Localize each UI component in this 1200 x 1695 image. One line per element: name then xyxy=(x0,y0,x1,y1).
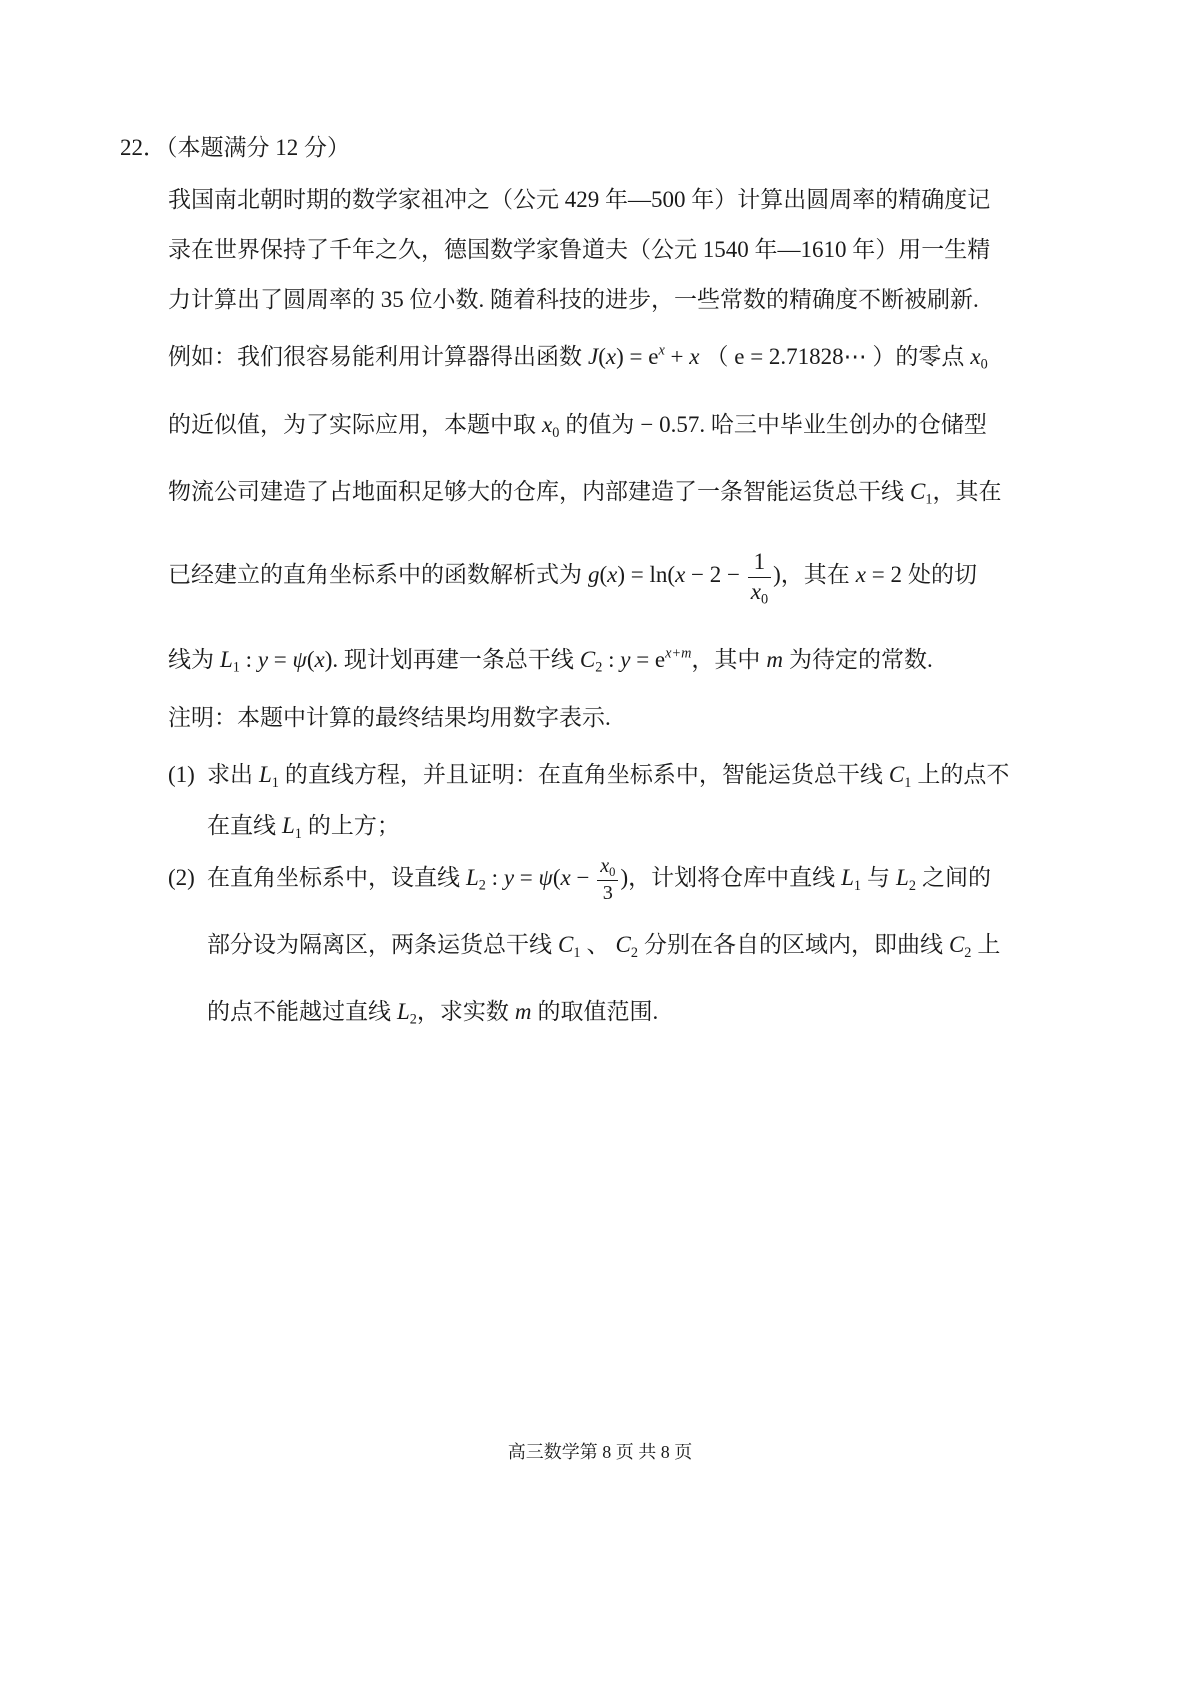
text-run: 求出 xyxy=(207,762,253,787)
part-label: (2) xyxy=(168,865,195,891)
text-run: 力计算出了圆周率的 35 位小数. 随着科技的进步，一些常数的精确度不断被刷新. xyxy=(168,287,979,312)
math-operator: ) xyxy=(620,865,629,891)
line-content xyxy=(168,855,991,905)
math-var: x xyxy=(600,855,610,878)
math-operator: − 2 − xyxy=(685,562,746,588)
math-var: L xyxy=(397,999,410,1024)
math-operator: = e xyxy=(630,647,666,672)
math-var: C xyxy=(888,762,905,787)
line-content xyxy=(168,342,988,372)
math-var: L xyxy=(896,865,909,891)
text-run: ，其在 xyxy=(780,562,850,588)
math-operator: ) xyxy=(773,562,781,588)
math-var: y xyxy=(503,865,515,891)
text-run: 已经建立的直角坐标系中的函数解析式为 xyxy=(168,562,582,588)
line-content xyxy=(168,477,1001,507)
text-run: 物流公司建造了占地面积足够大的仓库，内部建造了一条智能运货总干线 xyxy=(168,479,904,504)
subscript: 1 xyxy=(271,774,279,791)
math-var: x xyxy=(970,344,981,369)
text-run: 、 xyxy=(586,932,610,957)
text-run: 的取值范围. xyxy=(537,999,659,1024)
text-run: 之间的 xyxy=(921,865,991,891)
superscript: x xyxy=(658,342,665,359)
line-content xyxy=(168,185,990,215)
math-var: y xyxy=(257,647,269,672)
stem-line-7 xyxy=(168,547,977,607)
math-operator: + xyxy=(664,344,690,369)
page-footer: 高三数学第 8 页 共 8 页 xyxy=(507,1442,693,1462)
math-var: g xyxy=(588,562,600,588)
fraction xyxy=(597,855,618,905)
math-var: L xyxy=(220,647,233,672)
subscript: 2 xyxy=(964,944,972,961)
math-operator: ) = e xyxy=(616,344,659,369)
math-var: L xyxy=(282,813,295,838)
math-var: m xyxy=(766,647,783,672)
line-content xyxy=(168,645,933,675)
math-operator: ( xyxy=(552,865,561,891)
text-run: 处的切 xyxy=(907,562,977,588)
math-operator: ). xyxy=(324,647,344,672)
math-var: L xyxy=(841,865,854,891)
math-var: C xyxy=(558,932,574,957)
part-2-line-2 xyxy=(207,915,1000,975)
part-2-line-1 xyxy=(168,850,991,910)
superscript: x+m xyxy=(665,645,692,662)
math-var: y xyxy=(620,647,631,672)
math-var: x xyxy=(542,412,553,437)
math-var: x xyxy=(675,562,686,588)
subscript: 1 xyxy=(853,877,862,894)
text-run: 上的点不 xyxy=(917,762,1010,787)
subscript: 2 xyxy=(478,877,486,894)
text-run: 分别在各自的区域内，即曲线 xyxy=(643,932,943,957)
math-var: m xyxy=(514,999,532,1024)
subscript: 2 xyxy=(595,659,603,676)
math-var: x xyxy=(560,865,571,891)
text-run: ，求实数 xyxy=(416,999,509,1024)
stem-line-6 xyxy=(168,462,1001,522)
math-operator: ( xyxy=(306,647,315,672)
text-run: 的点不能越过直线 xyxy=(207,999,391,1024)
math-var: x xyxy=(855,562,866,588)
line-content xyxy=(207,997,658,1027)
fraction-denominator: 3 xyxy=(602,881,613,904)
stem-line-3 xyxy=(168,270,979,330)
text-run: 线为 xyxy=(168,647,214,672)
text-run: ，其中 xyxy=(691,647,761,672)
subscript: 1 xyxy=(904,774,912,791)
text-run: . 哈三中毕业生创办的仓储型 xyxy=(699,412,987,437)
subscript: 2 xyxy=(409,1011,417,1028)
line-content xyxy=(207,930,1000,960)
math-var: L xyxy=(259,762,272,787)
text-run: 录在世界保持了千年之久，德国数学家鲁道夫（公元 1540 年—1610 年）用一生精 xyxy=(168,237,991,262)
math-number: − 0.57 xyxy=(640,412,700,437)
math-var: ψ xyxy=(538,865,553,891)
math-var: J xyxy=(588,344,599,369)
math-operator: : xyxy=(602,647,621,672)
line-content xyxy=(168,549,977,608)
stem-note-line xyxy=(168,688,611,748)
subscript: 0 xyxy=(980,356,988,373)
text-run: ，其在 xyxy=(932,479,1002,504)
question-header-row xyxy=(120,118,350,178)
text-run: （ e = 2.71828⋯ ）的零点 xyxy=(705,344,965,369)
text-run: 部分设为隔离区，两条运货总干线 xyxy=(207,932,552,957)
fraction-numerator: 1 xyxy=(748,549,771,577)
math-operator: − xyxy=(570,865,596,891)
math-operator: : xyxy=(485,865,504,891)
text-run: 为待定的常数. xyxy=(789,647,933,672)
subscript: 1 xyxy=(294,825,302,842)
math-var: ψ xyxy=(292,647,307,672)
math-operator: = xyxy=(514,865,539,891)
math-var: L xyxy=(466,865,479,891)
subscript: 2 xyxy=(630,944,638,961)
subscript: 1 xyxy=(232,659,240,676)
math-var: x xyxy=(607,562,618,588)
text-run: 的近似值，为了实际应用，本题中取 xyxy=(168,412,536,437)
line-content xyxy=(168,703,611,733)
text-run: 在直角坐标系中，设直线 xyxy=(207,865,460,891)
math-var: x xyxy=(689,344,700,369)
subscript: 0 xyxy=(552,424,560,441)
math-var: C xyxy=(615,932,631,957)
text-run: 的上方； xyxy=(307,813,400,838)
text-run: 的直线方程，并且证明：在直角坐标系中，智能运货总干线 xyxy=(284,762,883,787)
stem-line-8 xyxy=(168,630,933,690)
subscript: 1 xyxy=(573,944,581,961)
text-run: 的值为 xyxy=(565,412,635,437)
line-content xyxy=(168,235,990,265)
text-run: 上 xyxy=(977,932,1001,957)
fraction xyxy=(748,549,771,608)
part-2-line-3 xyxy=(207,982,658,1042)
text-run: 现计划再建一条总干线 xyxy=(343,647,574,672)
math-operator: = xyxy=(268,647,293,672)
text-run: 注明：本题中计算的最终结果均用数字表示. xyxy=(168,705,611,730)
stem-line-5 xyxy=(168,395,987,455)
text-run: ，计划将仓库中直线 xyxy=(628,865,836,891)
math-var: x xyxy=(314,647,325,672)
subscript: 2 xyxy=(908,877,916,894)
fraction-denominator xyxy=(748,578,771,608)
math-operator: ) = ln( xyxy=(617,562,676,588)
stem-line-4 xyxy=(168,327,988,387)
fraction-numerator xyxy=(597,855,618,880)
subscript: 0 xyxy=(760,591,769,608)
line-content xyxy=(168,410,987,440)
part-label: (1) xyxy=(168,762,195,787)
text-run: 在直线 xyxy=(207,813,276,838)
math-operator: ( xyxy=(599,562,608,588)
text-run: 与 xyxy=(867,865,891,891)
math-var: C xyxy=(579,647,596,672)
subscript: 0 xyxy=(609,865,616,880)
subscript: 1 xyxy=(925,491,933,508)
text-run: 我国南北朝时期的数学家祖冲之（公元 429 年—500 年）计算出圆周率的精确度记 xyxy=(168,187,991,212)
math-var: x xyxy=(750,578,761,604)
text-run: 例如：我们很容易能利用计算器得出函数 xyxy=(168,344,582,369)
part-1-line-2 xyxy=(207,796,400,856)
math-var: C xyxy=(948,932,965,957)
math-operator: ( xyxy=(598,344,606,369)
math-operator: : xyxy=(239,647,258,672)
math-var: x xyxy=(605,344,617,369)
math-operator: = 2 xyxy=(865,562,902,588)
line-content xyxy=(168,285,979,315)
line-content xyxy=(168,760,1009,790)
math-var: C xyxy=(910,479,926,504)
question-header: 22．（本题满分 12 分） xyxy=(120,135,350,160)
line-content xyxy=(207,811,400,841)
